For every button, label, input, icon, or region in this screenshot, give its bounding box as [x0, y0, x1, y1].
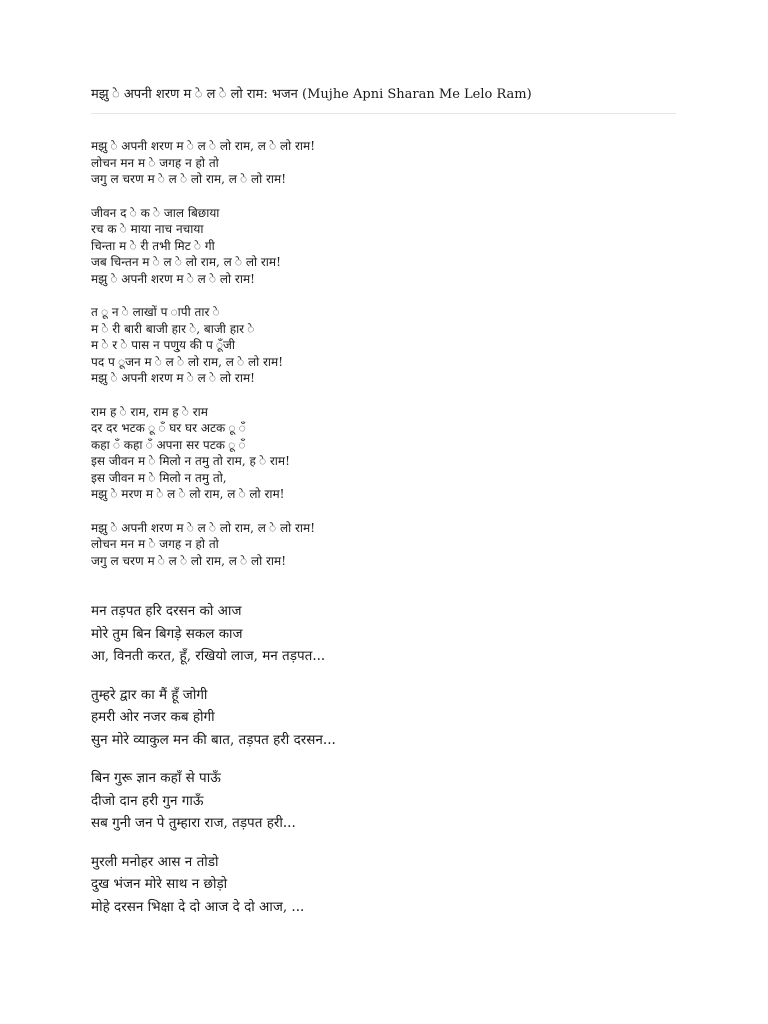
lyric-line: मझु े अपनी शरण म े ल े लो राम, ल े लो राम!: [91, 139, 316, 153]
lyric-line: मोहे दरसन भिक्षा दे दो आज दे दो आज, ...: [91, 898, 305, 915]
lyric-line: जगु ल चरण म े ल े लो राम, ल े लो राम!: [91, 172, 287, 186]
lyric-line: आ, विनती करत, हूँ, रखियो लाज, मन तड़पत...: [91, 648, 326, 664]
lyric-line: त ू न े लाखों प ापी तार े: [91, 305, 220, 319]
lyric-line: रच क े माया नाच नचाया: [91, 222, 204, 236]
stanza: [91, 520, 691, 570]
lyric-line: मन तड़पत हरि दरसन को आज: [91, 603, 242, 619]
lyric-line: बिन गुरू ज्ञान कहाँ से पाऊँ: [91, 770, 221, 786]
page-title: मझु े अपनी शरण म े ल े लो राम: भजन (Mujhe Apni Sharan Me Lelo Ram): [91, 87, 532, 102]
stanza: [91, 205, 691, 288]
lyric-line: इस जीवन म े मिलो न तमु तो,: [91, 470, 227, 485]
lyric-line: दर दर भटक ू ँ घर घर अटक ू ँ: [91, 421, 246, 435]
lyric-line: तुम्हरे द्वार का मैं हूँ जोगी: [91, 686, 208, 703]
lyric-line: मझु े अपनी शरण म े ल े लो राम, ल े लो राम!: [91, 520, 316, 535]
stanza: [91, 767, 691, 835]
stanza: [91, 404, 691, 503]
stanza: [91, 600, 691, 668]
stanza: [91, 851, 691, 919]
lyric-line: दीजो दान हरी गुन गाऊँ: [91, 792, 204, 809]
title-divider: [91, 113, 676, 114]
stanza: [91, 304, 691, 387]
lyric-line: कहा ँ कहा ँ अपना सर पटक ू ँ: [91, 437, 246, 452]
lyric-line: हमरी ओर नजर कब होगी: [91, 709, 215, 725]
lyric-line: मझु े अपनी शरण म े ल े लो राम!: [91, 371, 255, 385]
lyric-line: चिन्ता म े री तभी मिट े गी: [91, 238, 215, 253]
lyric-line: लोचन मन म े जगह न हो तो: [91, 155, 219, 170]
lyric-line: दुख भंजन मोरे साथ न छोड़ो: [91, 876, 228, 892]
bhajan-1-lyrics: [91, 138, 691, 586]
lyric-line: सुन मोरे व्याकुल मन की बात, तड़पत हरी दरसन...: [91, 731, 336, 748]
bhajan-2-lyrics: [91, 600, 691, 934]
lyric-line: पद प ूजन म े ल े लो राम, ल े लो राम!: [91, 354, 284, 369]
lyric-line: लोचन मन म े जगह न हो तो: [91, 537, 219, 551]
lyric-line: मुरली मनोहर आस न तोडो: [91, 853, 219, 870]
lyric-line: म े र े पास न पणु्य की प ूँजी: [91, 338, 236, 352]
lyric-line: जब चिन्तन म े ल े लो राम, ल े लो राम!: [91, 255, 281, 269]
stanza: [91, 138, 691, 188]
lyric-line: जीवन द े क े जाल बिछाया: [91, 205, 220, 220]
stanza: [91, 684, 691, 752]
lyric-line: मोरे तुम बिन बिगड़े सकल काज: [91, 625, 243, 642]
lyric-line: मझु े मरण म े ल े लो राम, ल े लो राम!: [91, 487, 285, 501]
lyric-line: म े री बारी बाजी हार े, बाजी हार े: [91, 321, 255, 336]
lyric-line: मझु े अपनी शरण म े ल े लो राम!: [91, 271, 255, 286]
lyric-line: जगु ल चरण म े ल े लो राम, ल े लो राम!: [91, 553, 287, 568]
lyric-line: राम ह े राम, राम ह े राम: [91, 404, 208, 419]
lyric-line: इस जीवन म े मिलो न तमु तो राम, ह े राम!: [91, 454, 290, 468]
lyric-line: सब गुनी जन पे तुम्हारा राज, तड़पत हरी...: [91, 815, 296, 831]
